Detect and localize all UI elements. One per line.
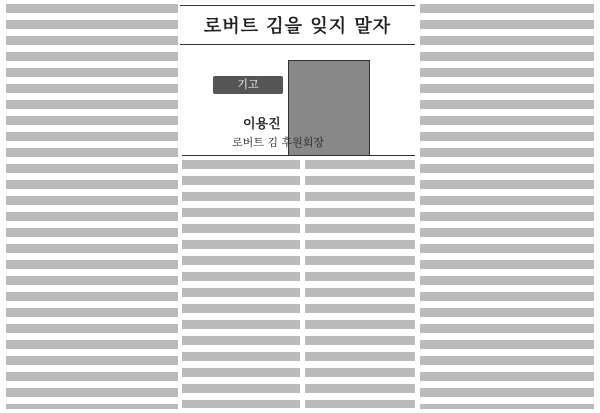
right-column-text — [420, 4, 594, 409]
title-rule-top — [180, 5, 415, 6]
byline-rule — [182, 155, 415, 156]
middle-column-1-text — [182, 160, 300, 408]
author-name: 이용진 — [243, 117, 281, 132]
title-rule-bottom — [180, 44, 415, 45]
section-badge: 기고 — [213, 76, 283, 94]
middle-column-2-text — [305, 160, 415, 408]
left-column-text — [6, 4, 178, 409]
article-title: 로버트 김을 잊지 말자 — [203, 16, 392, 37]
author-role: 로버트 김 후원회장 — [232, 136, 325, 149]
